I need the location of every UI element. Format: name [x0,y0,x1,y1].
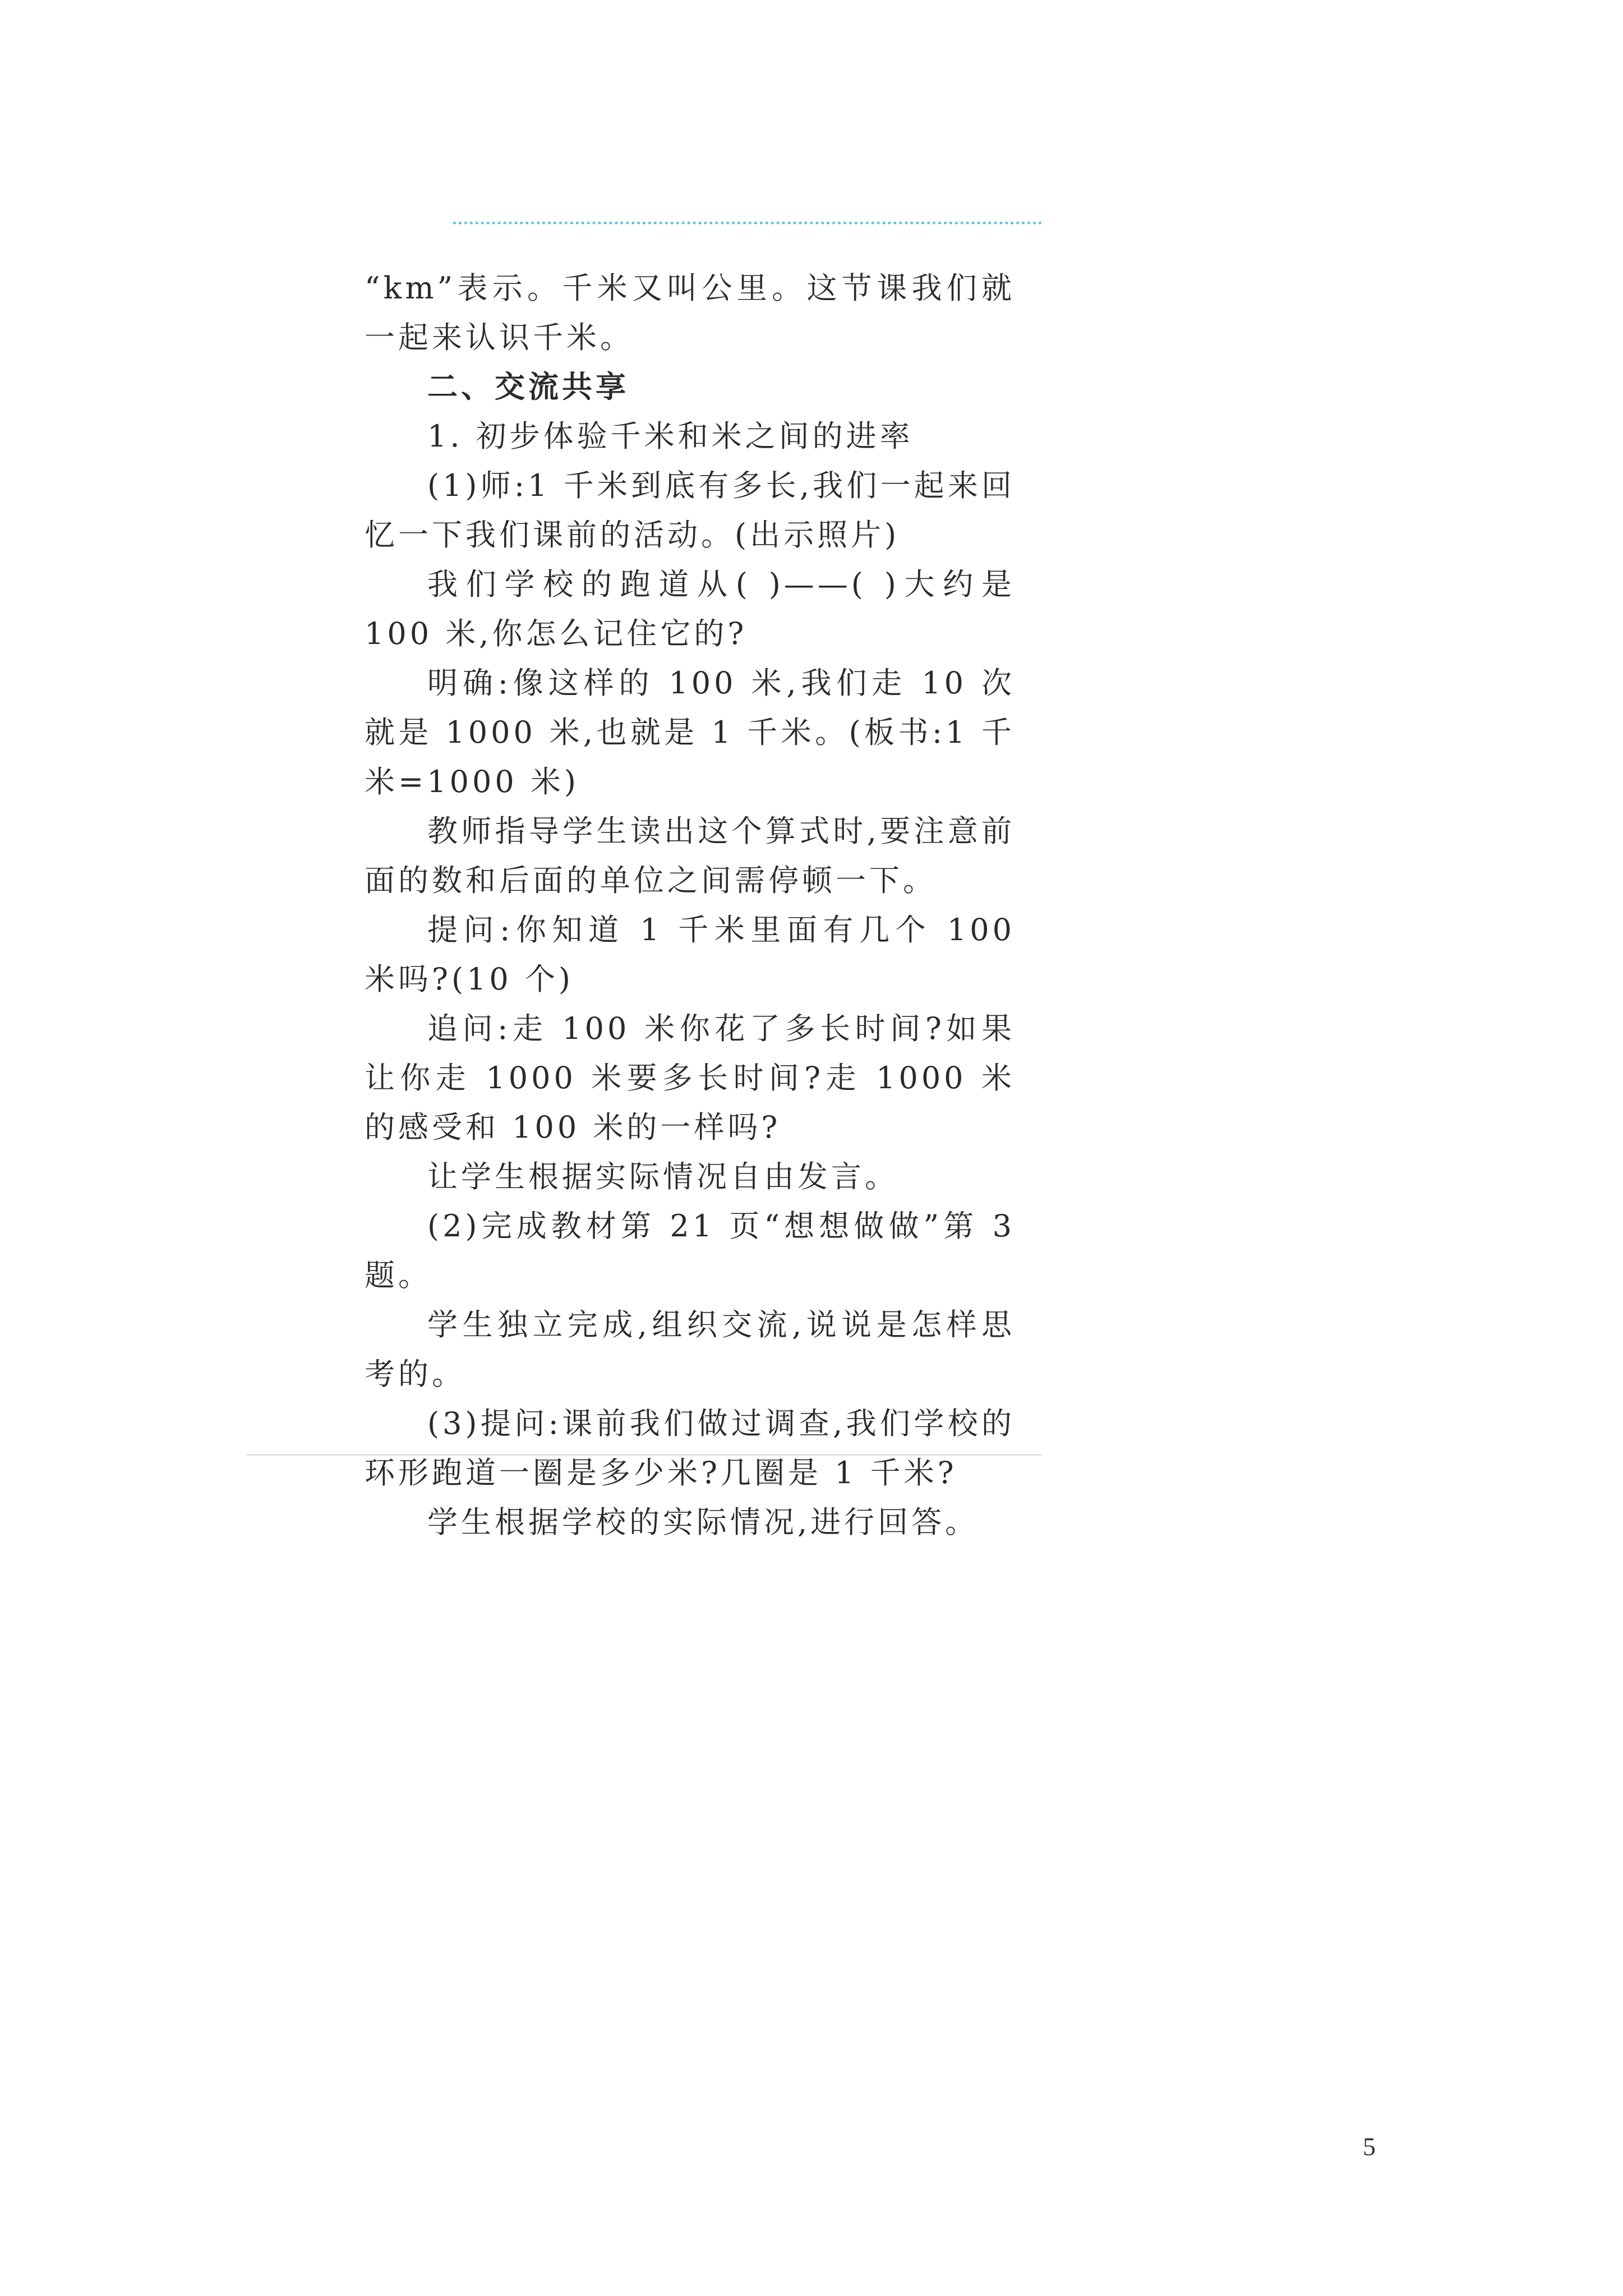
bottom-rule [247,1454,1042,1456]
paragraph: 明确:像这样的 100 米,我们走 10 次就是 1000 米,也就是 1 千米。(板书:1 千米=1000 米) [365,665,1015,799]
subsection-title: 1. 初步体验千米和米之间的进率 [427,418,914,454]
paragraph: (1)师:1 千米到底有多长,我们一起来回忆一下我们课前的活动。(出示照片) [365,468,1015,553]
paragraph: 让学生根据实际情况自由发言。 [427,1159,898,1194]
page-number: 5 [1363,2132,1376,2161]
paragraph: (2)完成教材第 21 页“想想做做”第 3 题。 [365,1208,1015,1293]
top-dotted-rule [453,222,1042,224]
paragraph: 学生独立完成,组织交流,说说是怎样思考的。 [365,1307,1015,1392]
section-heading: 二、交流共享 [427,369,629,404]
paragraph-continuation: “km”表示。千米又叫公里。这节课我们就一起来认识千米。 [365,270,1015,355]
paragraph: 我们学校的跑道从( )——( )大约是 100 米,你怎么记住它的? [365,567,1015,651]
paragraph: (3)提问:课前我们做过调查,我们学校的环形跑道一圈是多少米?几圈是 1 千米? [365,1406,1015,1490]
paragraph: 追问:走 100 米你花了多长时间?如果让你走 1000 米要多长时间?走 1000 米的感受和 100 米的一样吗? [365,1011,1015,1145]
paragraph: 学生根据学校的实际情况,进行回答。 [427,1504,979,1540]
paragraph: 教师指导学生读出这个算式时,要注意前面的数和后面的单位之间需停顿一下。 [365,813,1015,898]
paragraph: 提问:你知道 1 千米里面有几个 100 米吗?(10 个) [365,912,1015,997]
text-column [365,264,1015,1547]
